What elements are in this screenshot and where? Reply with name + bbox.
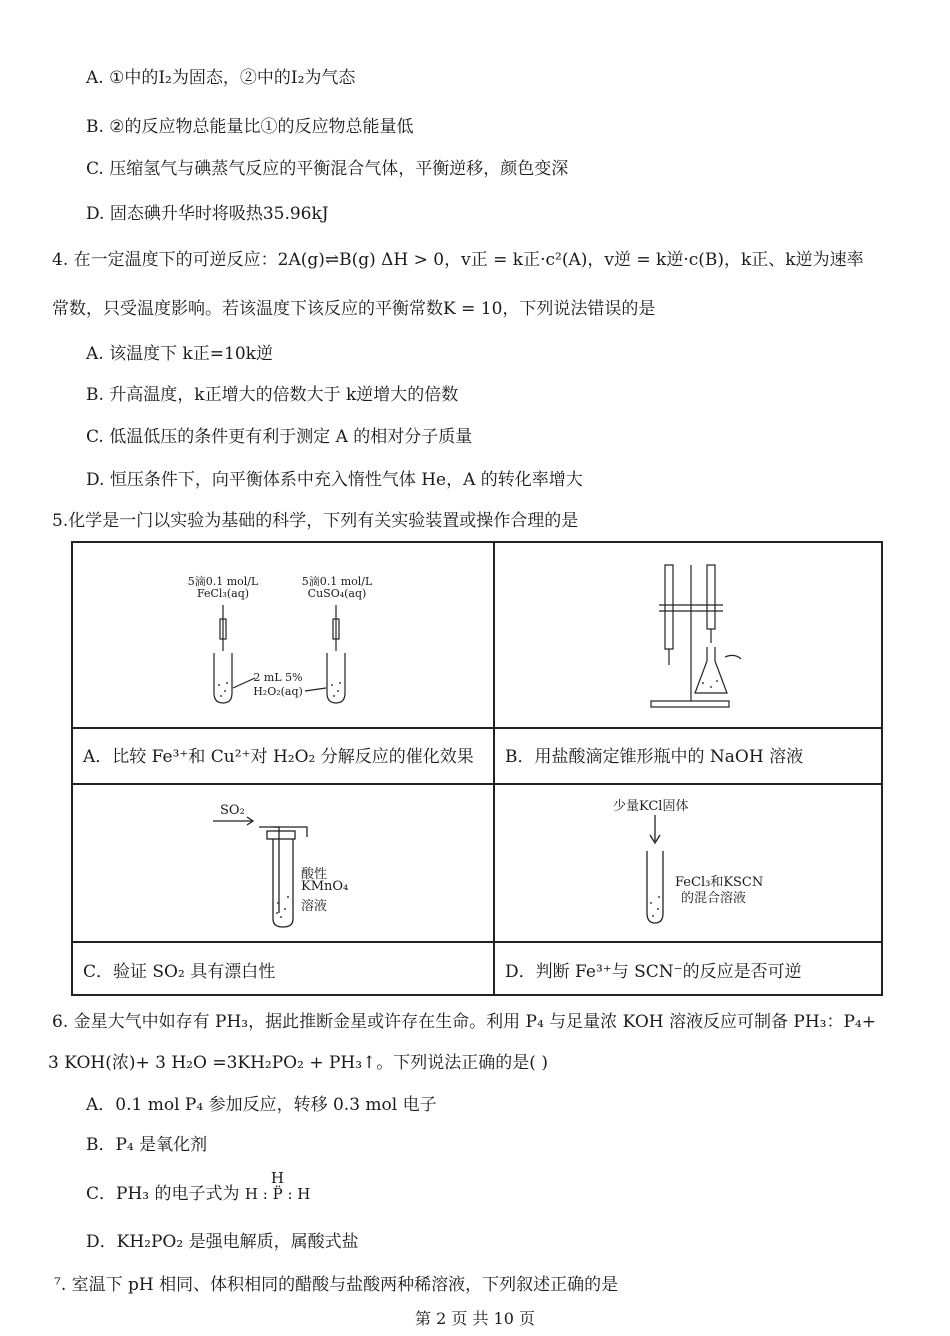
q5-option-d-caption: D．判断 Fe³⁺与 SCN⁻的反应是否可逆 [505,962,802,982]
figure-a-mid-label-top: 2 mL 5% [253,671,303,684]
figure-c-label-2: KMnO₄ [301,879,349,894]
figure-d-label-1: FeCl₃和KSCN [675,875,764,890]
figure-d-top-label: 少量KCl固体 [613,799,689,814]
q6-option-c [86,1169,311,1205]
q7-stem: ⁷. 室温下 pH 相同、体积相同的醋酸与盐酸两种稀溶液，下列叙述正确的是 [54,1275,619,1295]
figure-d-cell [495,785,881,941]
q4-option-d: D. 恒压条件下，向平衡体系中充入惰性气体 He，A 的转化率增大 [86,470,583,490]
two-test-tubes-diagram [73,543,493,727]
q3-option-b: B. ②的反应物总能量比①的反应物总能量低 [86,117,414,137]
q6-stem-line1: 6. 金星大气中如存有 PH₃，据此推断金星或许存在生命。利用 P₄ 与足量浓 KOH 溶液反应可制备 PH₃：P₄+ [52,1012,876,1032]
q4-option-a: A. 该温度下 k正=10k逆 [86,344,273,364]
q5-option-b-caption: B．用盐酸滴定锥形瓶中的 NaOH 溶液 [505,747,804,767]
q4-option-b: B. 升高温度，k正增大的倍数大于 k逆增大的倍数 [86,385,459,405]
q5-stem: 5.化学是一门以实验为基础的科学，下列有关实验装置或操作合理的是 [52,511,579,531]
q4-option-c: C. 低温低压的条件更有利于测定 A 的相对分子质量 [86,427,473,447]
ph3-formula-main: H : P̈ : H [244,1185,311,1203]
ph3-top-h: H [270,1169,284,1187]
q3-option-a: A. ①中的I₂为固态，②中的I₂为气态 [86,68,356,88]
figure-a-left-label-bottom: FeCl₃(aq) [196,587,250,600]
q5-option-c-caption: C．验证 SO₂ 具有漂白性 [83,962,276,982]
ph3-electron-formula [244,1169,311,1205]
figure-b-cell [495,543,881,727]
page-footer: 第 2 页 共 10 页 [415,1309,535,1328]
q4-stem-line2: 常数，只受温度影响。若该温度下该反应的平衡常数K = 10，下列说法错误的是 [52,299,656,319]
figure-a-mid-label-bottom: H₂O₂(aq) [253,685,303,698]
q6-stem-line2: 3 KOH(浓)+ 3 H₂O =3KH₂PO₂ + PH₃↑。下列说法正确的是( ) [48,1053,548,1073]
q6-option-d: D．KH₂PO₂ 是强电解质，属酸式盐 [86,1232,359,1252]
experiment-table [71,541,883,996]
q5-option-a-caption: A．比较 Fe³⁺和 Cu²⁺对 H₂O₂ 分解反应的催化效果 [83,747,474,767]
titration-apparatus-diagram [495,543,881,727]
q4-stem-line1: 4. 在一定温度下的可逆反应：2A(g)⇌B(g) ΔH > 0，v正 = k正·c²(A)，v逆 = k逆·c(B)，k正、k逆为速率 [52,250,864,270]
so2-kmno4-tube-diagram [73,785,493,941]
figure-a-cell [73,543,493,727]
figure-a-left-label-top: 5滴0.1 mol/L [187,575,259,588]
q6-option-c-text: C．PH₃ 的电子式为 [86,1184,240,1204]
figure-c-cell [73,785,493,941]
kcl-test-tube-diagram [495,785,881,941]
table-divider [73,941,881,943]
q6-option-a: A．0.1 mol P₄ 参加反应，转移 0.3 mol 电子 [86,1095,437,1115]
q6-option-b: B．P₄ 是氧化剂 [86,1135,208,1155]
figure-a-right-label-bottom: CuSO₄(aq) [307,587,367,600]
table-divider [73,727,881,729]
figure-c-gas-label: SO₂ [220,803,245,818]
figure-d-label-2: 的混合溶液 [681,891,747,906]
figure-c-label-3: 溶液 [301,899,328,914]
figure-c-label-1: 酸性 [301,867,328,882]
q3-option-d: D. 固态碘升华时将吸热35.96kJ [86,204,329,224]
q3-option-c: C. 压缩氢气与碘蒸气反应的平衡混合气体，平衡逆移，颜色变深 [86,159,569,179]
figure-a-right-label-top: 5滴0.1 mol/L [301,575,373,588]
